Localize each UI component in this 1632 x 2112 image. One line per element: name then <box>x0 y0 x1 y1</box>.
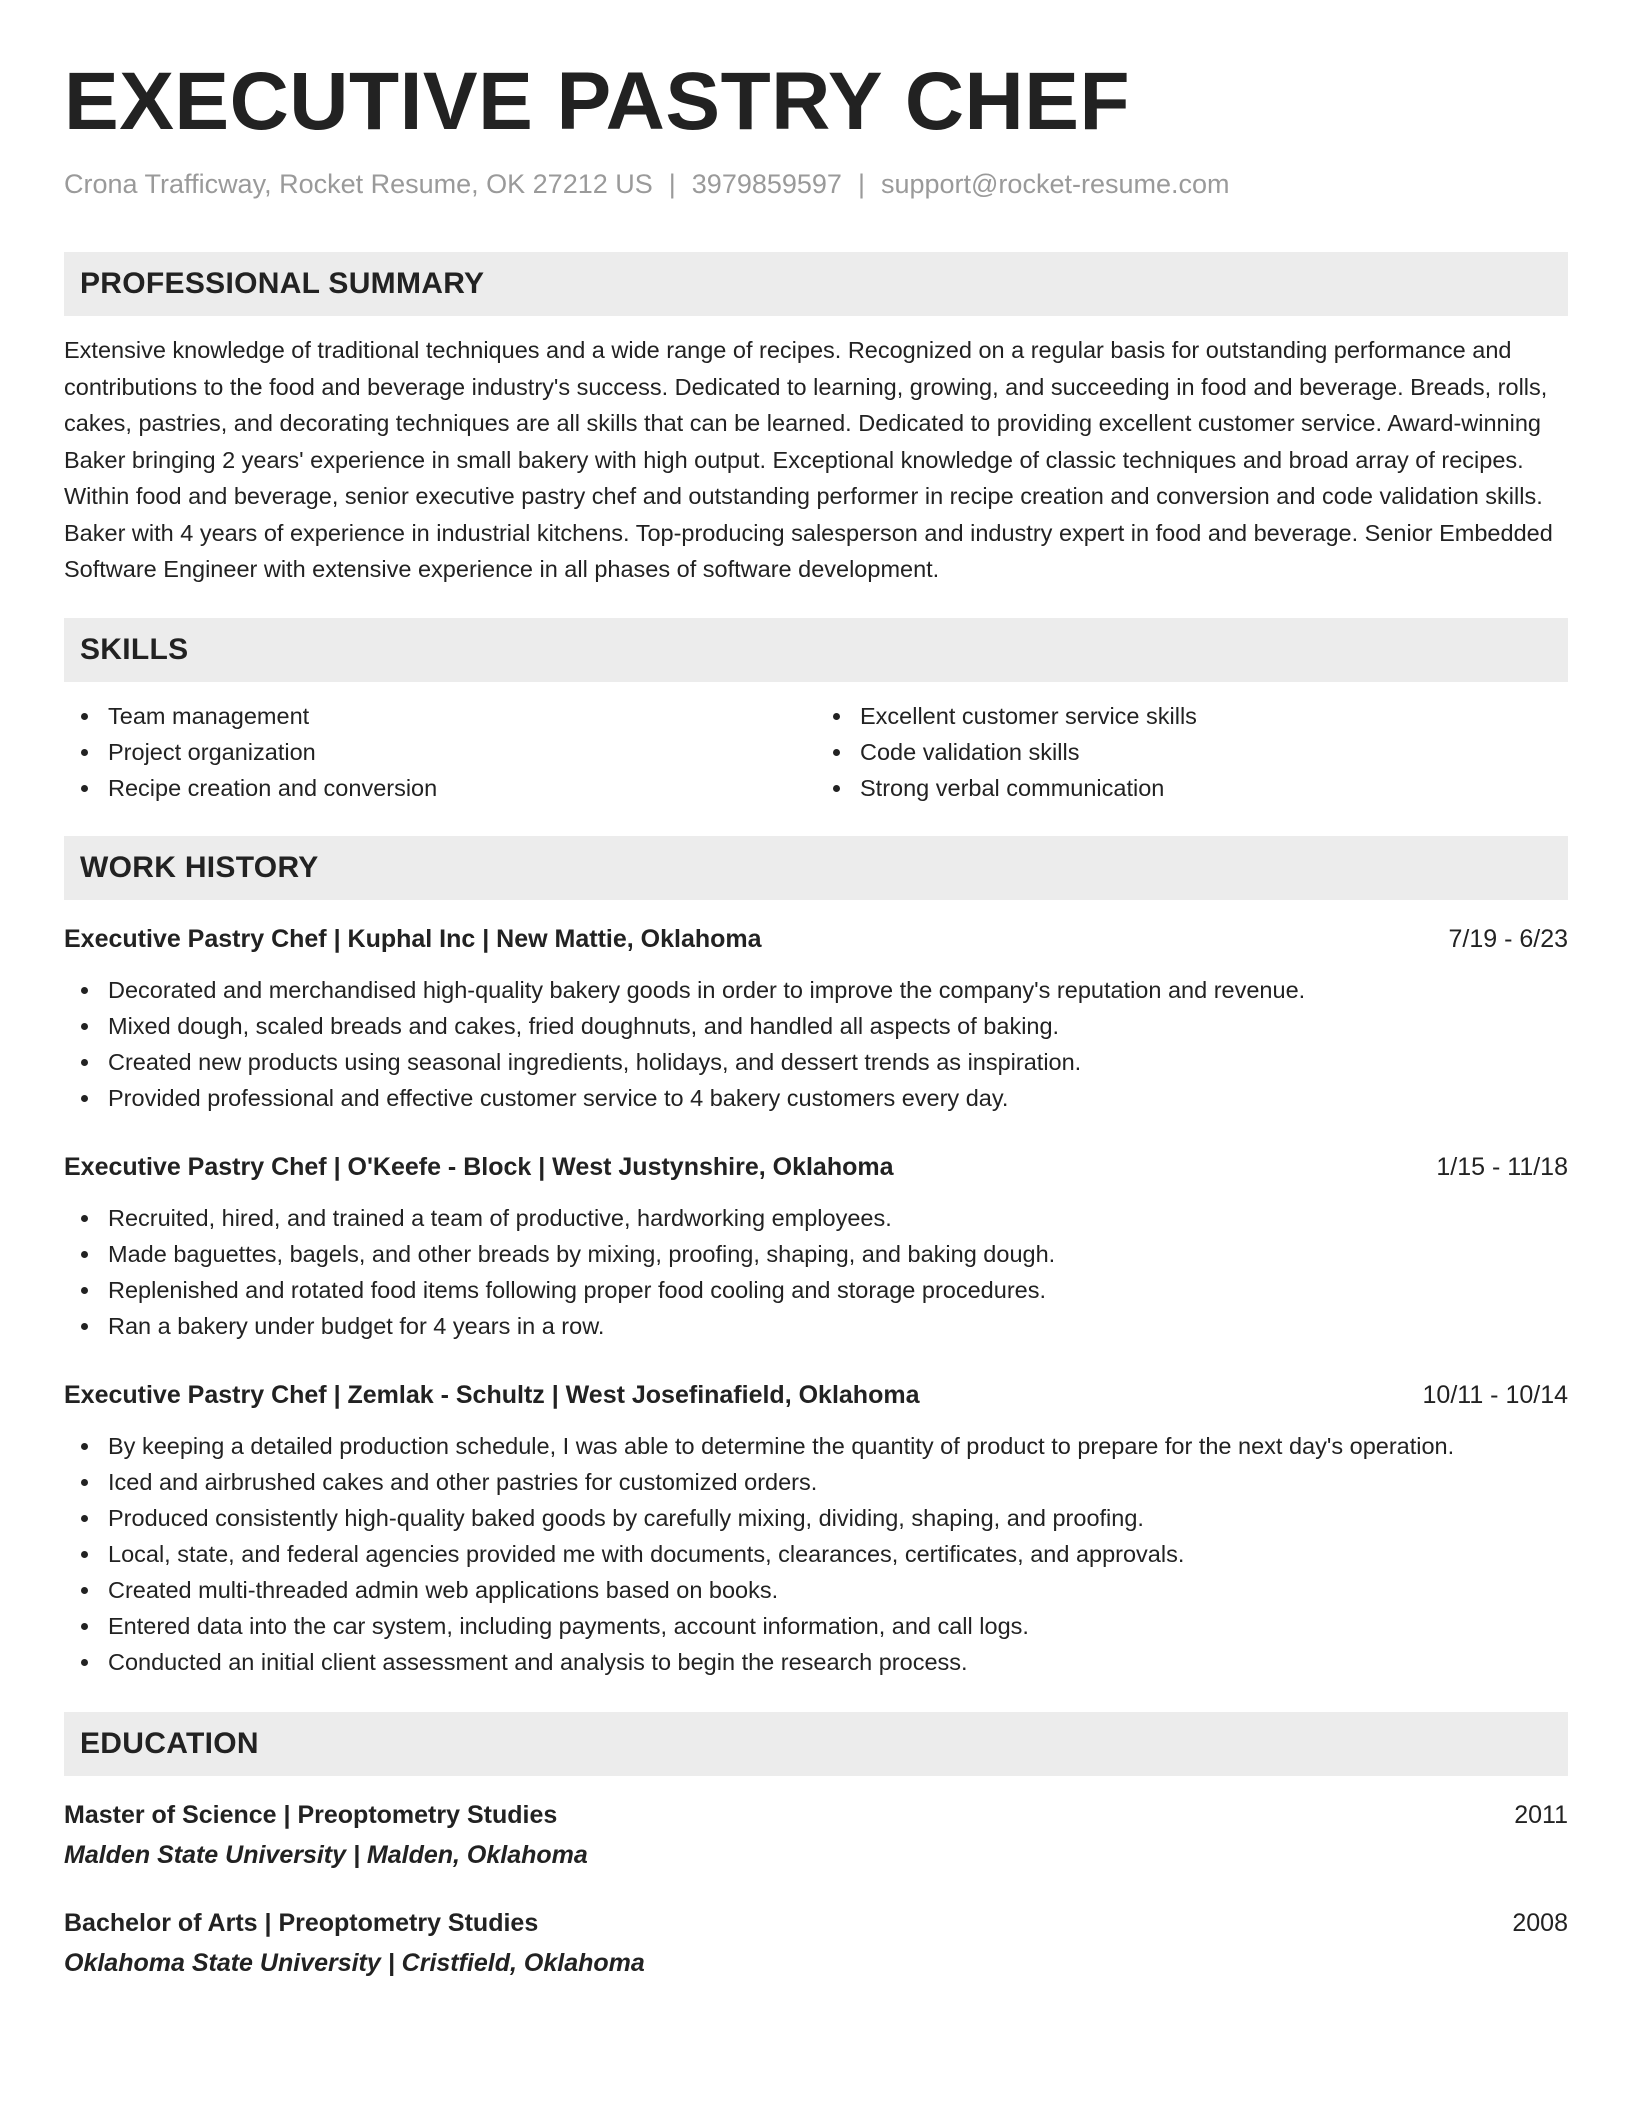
contact-line <box>64 166 1568 202</box>
job-bullet: Mixed dough, scaled breads and cakes, fried doughnuts, and handled all aspects of baking. <box>108 1008 1568 1044</box>
skills-section-header: SKILLS <box>64 618 1568 682</box>
job-bullet: Produced consistently high-quality baked goods by carefully mixing, dividing, shaping, and proofing. <box>108 1500 1568 1536</box>
job-bullet: Decorated and merchandised high-quality bakery goods in order to improve the company's reputation and revenue. <box>108 972 1568 1008</box>
contact-address: Crona Trafficway, Rocket Resume, OK 27212 US <box>64 169 653 199</box>
job-title: Executive Pastry Chef | O'Keefe - Block | West Justynshire, Oklahoma <box>64 1152 894 1181</box>
job-bullets <box>64 1200 1568 1344</box>
education-entry <box>64 1796 1568 1874</box>
skill-item: Recipe creation and conversion <box>108 770 816 806</box>
contact-separator: | <box>668 169 676 199</box>
education-degree: Master of Science | Preoptometry Studies <box>64 1800 558 1829</box>
skill-item: Excellent customer service skills <box>860 698 1568 734</box>
education-heading <box>64 1796 1568 1834</box>
job-bullet: Iced and airbrushed cakes and other pastries for customized orders. <box>108 1464 1568 1500</box>
job-bullet: Ran a bakery under budget for 4 years in a row. <box>108 1308 1568 1344</box>
job-title: Executive Pastry Chef | Zemlak - Schultz | West Josefinafield, Oklahoma <box>64 1380 920 1409</box>
job-bullet: Entered data into the car system, including payments, account information, and call logs. <box>108 1608 1568 1644</box>
job-title: Executive Pastry Chef | Kuphal Inc | New Mattie, Oklahoma <box>64 924 762 953</box>
summary-section-header: PROFESSIONAL SUMMARY <box>64 252 1568 316</box>
job-bullet: Replenished and rotated food items following proper food cooling and storage procedures. <box>108 1272 1568 1308</box>
job-bullet: Recruited, hired, and trained a team of productive, hardworking employees. <box>108 1200 1568 1236</box>
education-year: 2008 <box>1512 1908 1568 1937</box>
job-bullet: Made baguettes, bagels, and other breads by mixing, proofing, shaping, and baking dough. <box>108 1236 1568 1272</box>
job-dates: 1/15 - 11/18 <box>1436 1152 1568 1181</box>
job-dates: 10/11 - 10/14 <box>1422 1380 1568 1409</box>
skill-item: Code validation skills <box>860 734 1568 770</box>
skills-grid <box>64 698 1568 806</box>
education-degree: Bachelor of Arts | Preoptometry Studies <box>64 1908 539 1937</box>
skill-item: Team management <box>108 698 816 734</box>
summary-text: Extensive knowledge of traditional techniques and a wide range of recipes. Recognized on a regular basis for outstanding performance and contributions to the food and beverage industry's success. Dedicated to learning, growing, and succeeding in food and beverage. Breads, rolls, cakes, pastries, and decorating techniques are all skills that can be learned. Dedicated to providing excellent customer service. Award-winning Baker bringing 2 years' experience in small bakery with high output. Exceptional knowledge of classic techniques and broad array of recipes. Within food and beverage, senior executive pastry chef and outstanding performer in recipe creation and conversion and code validation skills. Baker with 4 years of experience in industrial kitchens. Top-producing salesperson and industry expert in food and beverage. Senior Embedded Software Engineer with extensive experience in all phases of software development. <box>64 337 1553 582</box>
job-entry <box>64 1376 1568 1680</box>
job-bullets <box>64 972 1568 1116</box>
education-section-header: EDUCATION <box>64 1712 1568 1776</box>
skill-item: Project organization <box>108 734 816 770</box>
job-bullet: By keeping a detailed production schedule, I was able to determine the quantity of product to prepare for the next day's operation. <box>108 1428 1568 1464</box>
job-dates: 7/19 - 6/23 <box>1448 924 1568 953</box>
resume-name: EXECUTIVE PASTRY CHEF <box>64 56 1131 147</box>
job-bullet: Conducted an initial client assessment and analysis to begin the research process. <box>108 1644 1568 1680</box>
skills-column-left <box>64 698 816 806</box>
job-bullet: Local, state, and federal agencies provided me with documents, clearances, certificates, and approvals. <box>108 1536 1568 1572</box>
contact-email: support@rocket-resume.com <box>880 169 1230 199</box>
education-school: Malden State University | Malden, Oklahoma <box>64 1840 588 1869</box>
education-school: Oklahoma State University | Cristfield, Oklahoma <box>64 1948 645 1977</box>
education-heading <box>64 1904 1568 1942</box>
job-entry <box>64 1148 1568 1344</box>
contact-separator: | <box>857 169 865 199</box>
skills-column-right <box>816 698 1568 806</box>
job-bullet: Provided professional and effective customer service to 4 bakery customers every day. <box>108 1080 1568 1116</box>
job-heading <box>64 920 1568 958</box>
education-entry <box>64 1904 1568 1982</box>
job-heading <box>64 1148 1568 1186</box>
skill-item: Strong verbal communication <box>860 770 1568 806</box>
job-heading <box>64 1376 1568 1414</box>
work-history-section-header: WORK HISTORY <box>64 836 1568 900</box>
contact-phone: 3979859597 <box>691 169 842 199</box>
job-bullet: Created multi-threaded admin web applications based on books. <box>108 1572 1568 1608</box>
job-bullet: Created new products using seasonal ingredients, holidays, and dessert trends as inspiration. <box>108 1044 1568 1080</box>
education-year: 2011 <box>1514 1800 1568 1829</box>
job-entry <box>64 920 1568 1116</box>
job-bullets <box>64 1428 1568 1680</box>
